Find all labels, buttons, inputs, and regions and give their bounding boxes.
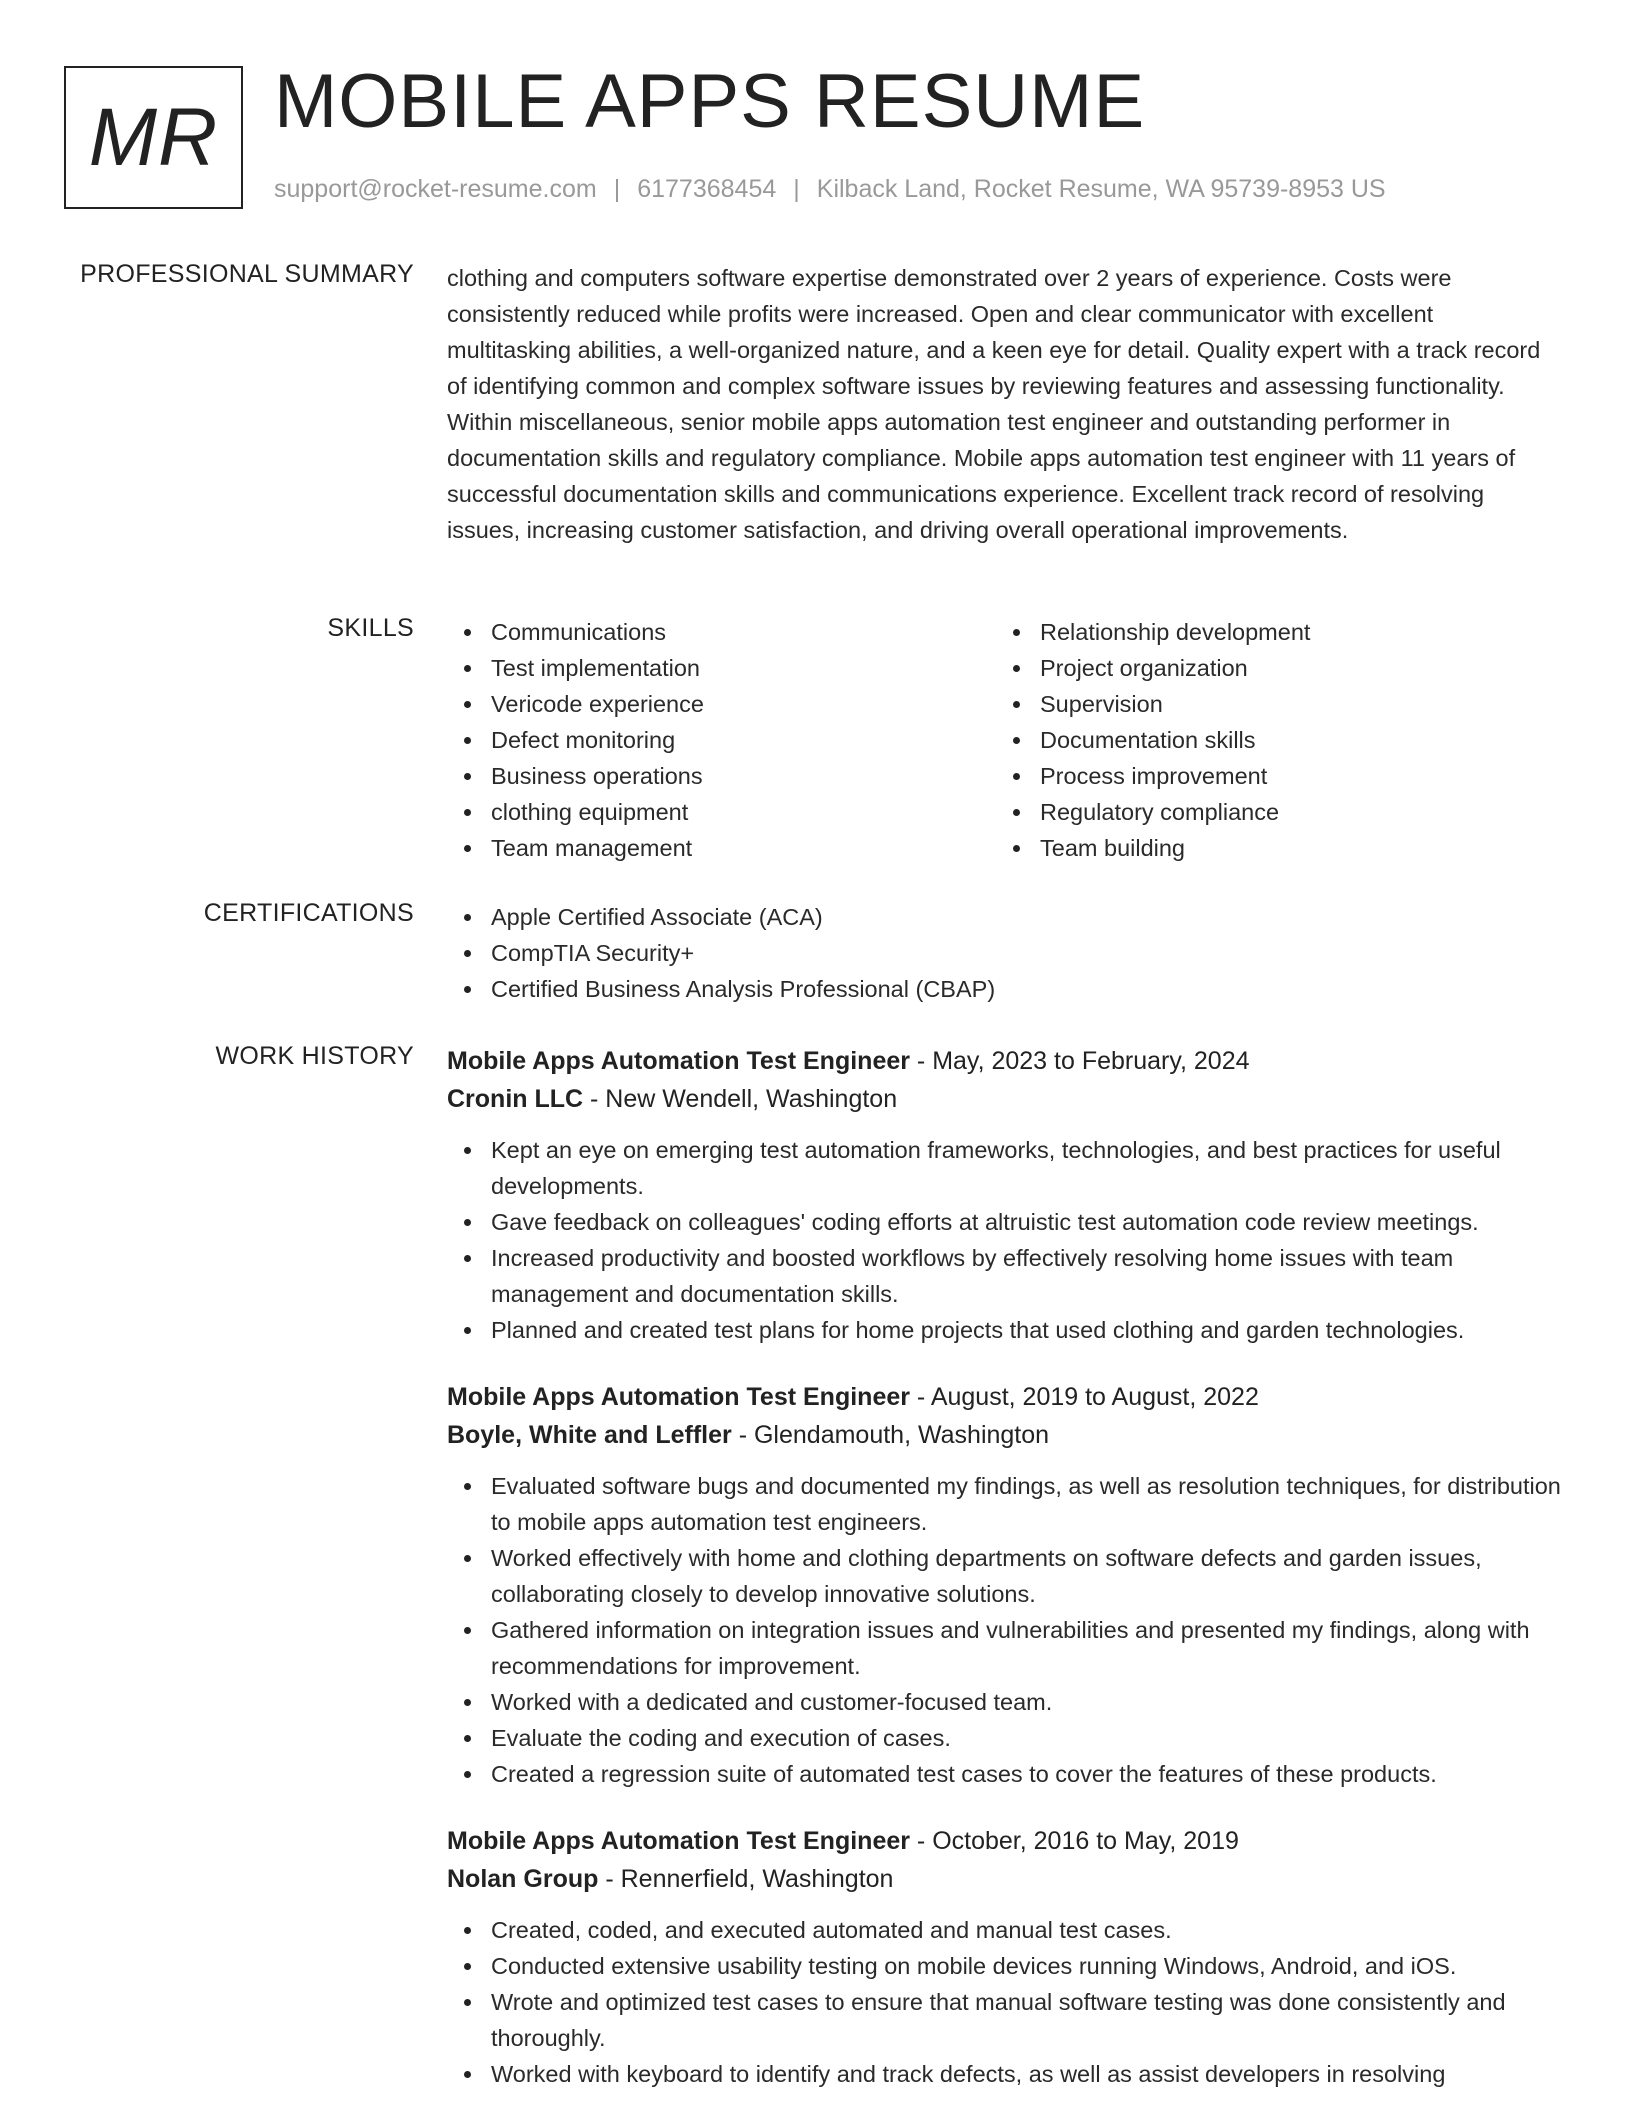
certification-item: CompTIA Security+ bbox=[447, 935, 1563, 971]
skill-item: Communications bbox=[447, 614, 996, 650]
job-title-line bbox=[447, 1378, 1563, 1416]
job-bullet: Gave feedback on colleagues' coding efforts at altruistic test automation code review meetings. bbox=[447, 1204, 1563, 1240]
job-bullet: Created, coded, and executed automated and manual test cases. bbox=[447, 1912, 1563, 1948]
job-location: - Rennerfield, Washington bbox=[598, 1865, 894, 1893]
job-entry bbox=[447, 1822, 1563, 2092]
job-bullet: Conducted extensive usability testing on mobile devices running Windows, Android, and iOS. bbox=[447, 1948, 1563, 1984]
work-history-body bbox=[447, 1042, 1563, 2112]
job-title: Mobile Apps Automation Test Engineer bbox=[447, 1383, 910, 1411]
section-label: PROFESSIONAL SUMMARY bbox=[80, 260, 414, 288]
skill-item: Documentation skills bbox=[996, 722, 1545, 758]
contact-line bbox=[274, 175, 1386, 204]
skills-body bbox=[447, 614, 1563, 866]
job-bullet: Evaluate the coding and execution of cases. bbox=[447, 1720, 1563, 1756]
job-title: Mobile Apps Automation Test Engineer bbox=[447, 1047, 910, 1075]
skill-item: Team management bbox=[447, 830, 996, 866]
section-label: WORK HISTORY bbox=[215, 1042, 414, 1070]
section-label: SKILLS bbox=[327, 614, 414, 642]
job-bullets bbox=[447, 1132, 1563, 1348]
job-bullet: Worked with keyboard to identify and track defects, as well as assist developers in resolving bbox=[447, 2056, 1563, 2092]
job-location: - New Wendell, Washington bbox=[583, 1085, 898, 1113]
skill-item: Regulatory compliance bbox=[996, 794, 1545, 830]
skill-item: Team building bbox=[996, 830, 1545, 866]
job-dates: - August, 2019 to August, 2022 bbox=[909, 1383, 1259, 1411]
contact-separator: | bbox=[613, 175, 621, 203]
contact-email[interactable]: support@rocket-resume.com bbox=[274, 175, 597, 203]
summary-text: clothing and computers software expertise demonstrated over 2 years of experience. Costs were consistently reduced while profits were increased. Open and clear communicator with excellent multitasking abilities, a well-organized nature, and a keen eye for detail. Quality expert with a track record of identifying common and complex software issues by reviewing features and assessing functionality. Within miscellaneous, senior mobile apps automation test engineer and outstanding performer in documentation skills and regulatory compliance. Mobile apps automation test engineer with 11 years of successful documentation skills and communications experience. Excellent track record of resolving issues, increasing customer satisfaction, and driving overall operational improvements. bbox=[447, 265, 1541, 543]
job-title-line bbox=[447, 1042, 1563, 1080]
monogram-logo: MR bbox=[64, 66, 243, 209]
job-company-line bbox=[447, 1080, 1563, 1118]
skill-item: clothing equipment bbox=[447, 794, 996, 830]
job-entry bbox=[447, 1042, 1563, 1348]
job-bullet: Kept an eye on emerging test automation frameworks, technologies, and best practices for useful developments. bbox=[447, 1132, 1563, 1204]
job-bullet: Planned and created test plans for home projects that used clothing and garden technologies. bbox=[447, 1312, 1563, 1348]
certification-item: Certified Business Analysis Professional (CBAP) bbox=[447, 971, 1563, 1007]
job-location: - Glendamouth, Washington bbox=[731, 1421, 1050, 1449]
job-company: Cronin LLC bbox=[447, 1085, 584, 1113]
job-company: Nolan Group bbox=[447, 1865, 599, 1893]
skill-item: Defect monitoring bbox=[447, 722, 996, 758]
job-bullet: Wrote and optimized test cases to ensure that manual software testing was done consistently and thoroughly. bbox=[447, 1984, 1563, 2056]
certifications-body bbox=[447, 899, 1563, 1007]
job-bullet: Worked effectively with home and clothing departments on software defects and garden issues, collaborating closely to develop innovative solutions. bbox=[447, 1540, 1563, 1612]
job-dates: - October, 2016 to May, 2019 bbox=[909, 1827, 1239, 1855]
skill-item: Process improvement bbox=[996, 758, 1545, 794]
skill-item: Project organization bbox=[996, 650, 1545, 686]
certification-item: Apple Certified Associate (ACA) bbox=[447, 899, 1563, 935]
skill-item: Vericode experience bbox=[447, 686, 996, 722]
job-bullets bbox=[447, 1912, 1563, 2092]
job-bullet: Worked with a dedicated and customer-focused team. bbox=[447, 1684, 1563, 1720]
contact-phone[interactable]: 6177368454 bbox=[637, 175, 777, 203]
resume-title: MOBILE APPS RESUME bbox=[274, 59, 1146, 144]
skill-item: Supervision bbox=[996, 686, 1545, 722]
job-bullet: Created a regression suite of automated test cases to cover the features of these products. bbox=[447, 1756, 1563, 1792]
job-title: Mobile Apps Automation Test Engineer bbox=[447, 1827, 910, 1855]
job-dates: - May, 2023 to February, 2024 bbox=[909, 1047, 1250, 1075]
contact-address: Kilback Land, Rocket Resume, WA 95739-8953 US bbox=[816, 175, 1386, 203]
skill-item: Business operations bbox=[447, 758, 996, 794]
job-company: Boyle, White and Leffler bbox=[447, 1421, 732, 1449]
skill-item: Relationship development bbox=[996, 614, 1545, 650]
job-bullet: Gathered information on integration issues and vulnerabilities and presented my findings, along with recommendations for improvement. bbox=[447, 1612, 1563, 1684]
job-company-line bbox=[447, 1416, 1563, 1454]
certifications-list bbox=[447, 899, 1563, 1007]
job-bullet: Evaluated software bugs and documented my findings, as well as resolution techniques, for distribution to mobile apps automation test engineers. bbox=[447, 1468, 1563, 1540]
job-bullet: Increased productivity and boosted workflows by effectively resolving home issues with team management and documentation skills. bbox=[447, 1240, 1563, 1312]
skill-item: Test implementation bbox=[447, 650, 996, 686]
skills-list-left bbox=[447, 614, 996, 866]
job-entry bbox=[447, 1378, 1563, 1792]
section-label: CERTIFICATIONS bbox=[203, 899, 414, 927]
contact-separator: | bbox=[793, 175, 800, 203]
job-bullets bbox=[447, 1468, 1563, 1792]
job-company-line bbox=[447, 1860, 1563, 1898]
job-title-line bbox=[447, 1822, 1563, 1860]
skills-list-right bbox=[996, 614, 1545, 866]
